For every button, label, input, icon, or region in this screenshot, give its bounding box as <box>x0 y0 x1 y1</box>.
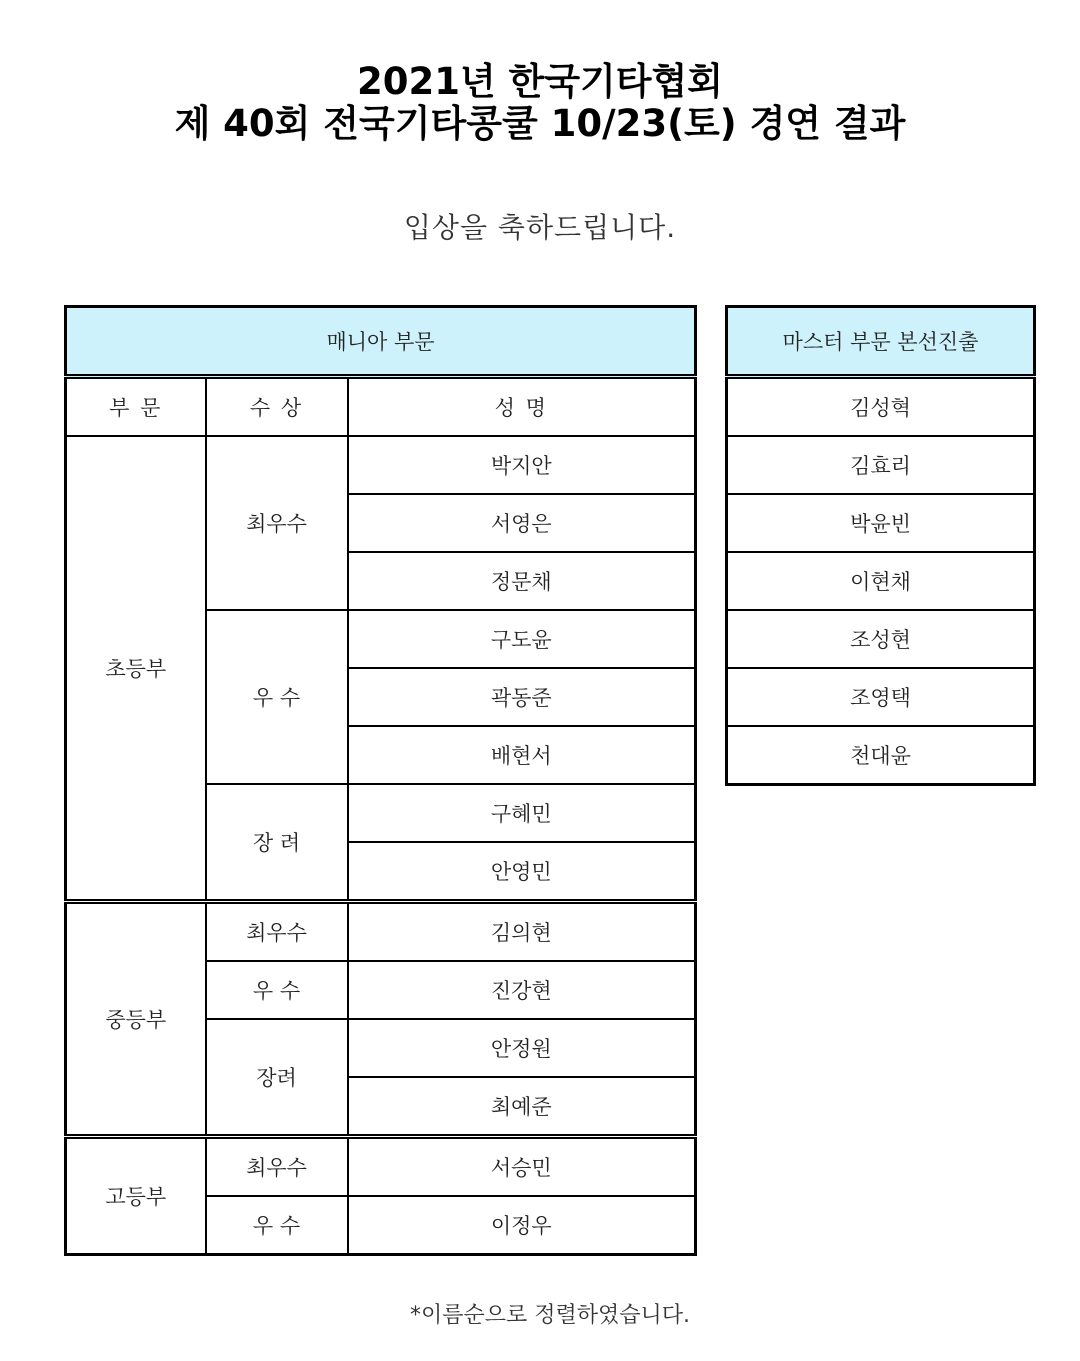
award-cell: 우 수 <box>206 610 348 784</box>
congratulations-text: 입상을 축하드립니다. <box>403 211 677 244</box>
sort-order-footnote: *이름순으로 정렬하였습니다. <box>409 1303 690 1328</box>
winner-name: 최예준 <box>348 1077 696 1137</box>
winner-name: 서영은 <box>348 494 696 552</box>
finalist-name: 조영택 <box>727 668 1035 726</box>
page-title-line2: 제 40회 전국기타콩쿨 10/23(토) 경연 결과 <box>174 102 906 145</box>
winner-name: 정문채 <box>348 552 696 610</box>
winner-name: 안영민 <box>348 842 696 902</box>
division-cell: 초등부 <box>66 436 206 902</box>
mania-results-table <box>64 305 697 1256</box>
finalist-name: 이현채 <box>727 552 1035 610</box>
award-cell: 장려 <box>206 1019 348 1137</box>
winner-name: 구혜민 <box>348 784 696 842</box>
finalist-name: 조성현 <box>727 610 1035 668</box>
winner-name: 김의현 <box>348 902 696 962</box>
winner-name: 박지안 <box>348 436 696 494</box>
award-cell: 우 수 <box>206 961 348 1019</box>
award-cell: 장 려 <box>206 784 348 902</box>
finalist-name: 박윤빈 <box>727 494 1035 552</box>
master-finalists-table <box>725 305 1036 786</box>
winner-name: 구도윤 <box>348 610 696 668</box>
column-header-division: 부 문 <box>66 377 206 437</box>
winner-name: 곽동준 <box>348 668 696 726</box>
winner-name: 서승민 <box>348 1137 696 1197</box>
master-section-title: 마스터 부문 본선진출 <box>727 307 1035 377</box>
award-cell: 최우수 <box>206 902 348 962</box>
winner-name: 이정우 <box>348 1196 696 1255</box>
award-cell: 최우수 <box>206 436 348 610</box>
finalist-name: 김성혁 <box>727 377 1035 437</box>
winner-name: 배현서 <box>348 726 696 784</box>
award-cell: 우 수 <box>206 1196 348 1255</box>
award-cell: 최우수 <box>206 1137 348 1197</box>
column-header-name: 성 명 <box>348 377 696 437</box>
finalist-name: 김효리 <box>727 436 1035 494</box>
division-cell: 고등부 <box>66 1137 206 1255</box>
mania-section-title: 매니아 부문 <box>66 307 696 377</box>
finalist-name: 천대윤 <box>727 726 1035 785</box>
division-cell: 중등부 <box>66 902 206 1137</box>
winner-name: 안정원 <box>348 1019 696 1077</box>
column-header-award: 수 상 <box>206 377 348 437</box>
winner-name: 진강현 <box>348 961 696 1019</box>
page-title-line1: 2021년 한국기타협회 <box>356 60 724 103</box>
